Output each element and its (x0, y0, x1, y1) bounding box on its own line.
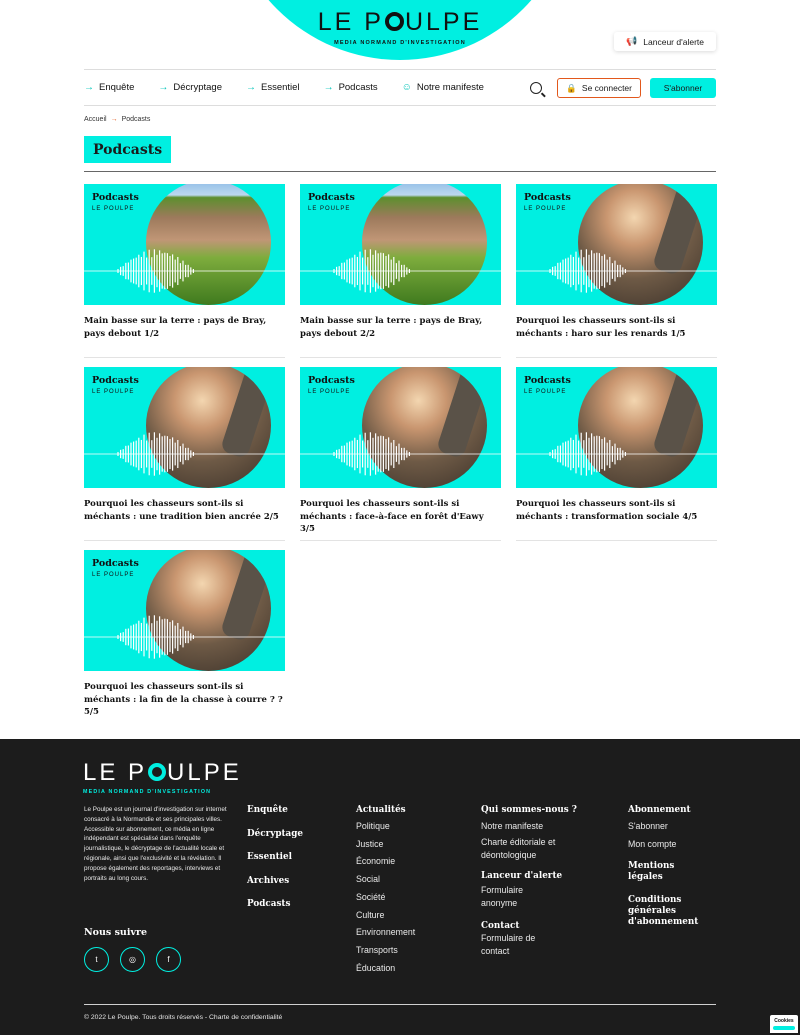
footer-link-terms[interactable]: Conditions générales d'abonnement (628, 895, 699, 928)
arrow-right-icon: → (323, 82, 334, 93)
footer-link[interactable]: Formulaire anonyme (481, 884, 524, 909)
login-button[interactable]: 🔒 Se connecter (557, 78, 641, 98)
thumbnail-logo: LE POULPE (524, 389, 567, 395)
footer-link[interactable]: Formulaire de contact (481, 932, 536, 957)
card-divider (300, 357, 501, 358)
footer-heading-subscription[interactable]: Abonnement (628, 805, 691, 815)
footer-link[interactable]: Éducation (356, 962, 396, 973)
cookies-button[interactable]: Cookies (770, 1015, 798, 1033)
footer-link[interactable]: Notre manifeste (481, 821, 544, 831)
podcast-title[interactable]: Main basse sur la terre : pays de Bray, pays debout 2/2 (300, 316, 483, 339)
people-icon: ☺ (401, 82, 412, 93)
footer-link[interactable]: Économie (356, 856, 396, 867)
thumbnail-logo: LE POULPE (92, 572, 135, 578)
footer-col-about (481, 805, 596, 959)
podcast-title[interactable]: Main basse sur la terre : pays de Bray, pays debout 1/2 (84, 316, 267, 339)
breadcrumb-current: Podcasts (121, 116, 151, 123)
logo-wordmark: LE P ULPE (317, 8, 483, 36)
footer-link[interactable]: Charte éditoriale et déontologique (481, 836, 556, 861)
thumbnail-logo: LE POULPE (308, 389, 351, 395)
podcast-thumbnail[interactable] (516, 367, 717, 488)
soundwave-icon (516, 246, 717, 296)
podcast-card[interactable] (516, 367, 717, 523)
footer-link[interactable]: S'abonner (628, 821, 668, 831)
podcast-title[interactable]: Pourquoi les chasseurs sont-ils si méchants : face-à-face en forêt d'Eawy 3/5 (300, 499, 484, 534)
footer-heading-contact[interactable]: Contact (481, 920, 520, 931)
breadcrumb (84, 116, 150, 123)
footer-heading-actualites[interactable]: Actualités (356, 805, 406, 815)
podcast-thumbnail[interactable] (84, 550, 285, 671)
card-divider (84, 540, 285, 541)
podcast-card[interactable] (300, 184, 501, 340)
footer-link[interactable]: Justice (356, 838, 384, 849)
podcast-card[interactable] (516, 184, 717, 340)
main-navigation (84, 69, 716, 106)
nav-item-decryptage[interactable]: → Décryptage (158, 82, 222, 93)
podcast-title[interactable]: Pourquoi les chasseurs sont-ils si méchants : transformation sociale 4/5 (516, 499, 698, 522)
title-divider (84, 171, 716, 172)
thumbnail-tag: Podcasts (524, 375, 571, 386)
footer-link[interactable]: Société (356, 891, 386, 902)
footer-link-decryptage[interactable]: Décryptage (247, 828, 303, 839)
site-logo[interactable] (290, 8, 510, 46)
footer-copyright: © 2022 Le Poulpe. Tous droits réservés - Charte de confidentialité (84, 1014, 283, 1021)
card-divider (516, 357, 717, 358)
arrow-right-icon: → (84, 82, 94, 93)
footer-logo[interactable] (83, 759, 242, 795)
subscribe-button[interactable]: S'abonner (650, 78, 716, 98)
thumbnail-logo: LE POULPE (92, 389, 135, 395)
twitter-icon[interactable]: t (84, 947, 109, 972)
footer-col-subscription (628, 805, 708, 928)
arrow-right-icon: → (246, 82, 256, 93)
podcast-card[interactable] (300, 367, 501, 536)
logo-tagline: MEDIA NORMAND D'INVESTIGATION (334, 40, 466, 46)
thumbnail-tag: Podcasts (524, 192, 571, 203)
footer-link-archives[interactable]: Archives (247, 875, 290, 886)
facebook-icon[interactable]: f (156, 947, 181, 972)
card-divider (516, 540, 717, 541)
thumbnail-tag: Podcasts (92, 192, 139, 203)
podcast-thumbnail[interactable] (516, 184, 717, 305)
social-links (84, 947, 181, 972)
thumbnail-tag: Podcasts (308, 375, 355, 386)
soundwave-icon (300, 429, 501, 479)
footer-heading-about[interactable]: Qui sommes-nous ? (481, 805, 577, 815)
follow-heading: Nous suivre (84, 927, 148, 938)
card-divider (300, 540, 501, 541)
footer-about-text: Le Poulpe est un journal d'investigation sur internet consacré à la Normandie et ses principales villes. Accessible sur abonnement, ce média en ligne indépendant est spécialisé dans l'enquête journalistique, le décryptage de l'actualité locale et régionale, ainsi que l'exclusivité et la révélation. Il propose également des reportages, interviews et portraits au long cours. (84, 806, 227, 882)
thumbnail-logo: LE POULPE (308, 206, 351, 212)
megaphone-icon: 📢 (626, 36, 638, 46)
footer-link[interactable]: Politique (356, 821, 390, 831)
footer-col-news (356, 805, 415, 977)
arrow-right-icon: → (110, 116, 118, 123)
page-title: Podcasts (84, 136, 171, 163)
search-icon[interactable] (530, 82, 542, 94)
whistleblower-label: Lanceur d'alerte (643, 36, 704, 47)
logo-o-ring (148, 763, 166, 781)
podcast-card[interactable] (84, 367, 285, 523)
site-footer (0, 739, 800, 1035)
podcast-card[interactable] (84, 184, 285, 340)
podcast-title[interactable]: Pourquoi les chasseurs sont-ils si méchants : une tradition bien ancrée 2/5 (84, 499, 279, 522)
footer-heading-whistleblower[interactable]: Lanceur d'alerte (481, 870, 563, 881)
thumbnail-tag: Podcasts (92, 558, 139, 569)
lock-icon: 🔒 (566, 82, 577, 93)
nav-item-essentiel[interactable]: → Essentiel (246, 82, 300, 93)
nav-item-enquete[interactable]: → Enquête (84, 82, 135, 93)
footer-logo-wordmark: LE P ULPE (83, 759, 242, 786)
footer-link-podcasts[interactable]: Podcasts (247, 899, 291, 909)
footer-link[interactable]: Culture (356, 909, 385, 920)
footer-col-sections (247, 805, 303, 910)
soundwave-icon (84, 246, 285, 296)
thumbnail-tag: Podcasts (92, 375, 139, 386)
podcast-thumbnail[interactable] (84, 184, 285, 305)
footer-link[interactable]: Environnement (356, 927, 416, 938)
footer-link[interactable]: Transports (356, 944, 398, 955)
thumbnail-logo: LE POULPE (524, 206, 567, 212)
soundwave-icon (84, 429, 285, 479)
breadcrumb-home[interactable]: Accueil (84, 116, 107, 123)
soundwave-icon (516, 429, 717, 479)
soundwave-icon (300, 246, 501, 296)
podcast-title[interactable]: Pourquoi les chasseurs sont-ils si méchants : la fin de la chasse à courre ? ? 5/5 (84, 682, 283, 717)
podcast-thumbnail[interactable] (84, 367, 285, 488)
footer-link-enquete[interactable]: Enquête (247, 805, 288, 815)
thumbnail-tag: Podcasts (308, 192, 355, 203)
podcast-title[interactable]: Pourquoi les chasseurs sont-ils si méchants : haro sur les renards 1/5 (516, 316, 686, 339)
podcast-thumbnail[interactable] (300, 184, 501, 305)
footer-divider (84, 1004, 716, 1005)
footer-link[interactable]: Social (356, 874, 380, 885)
podcast-thumbnail[interactable] (300, 367, 501, 488)
footer-link[interactable]: Mon compte (628, 838, 677, 849)
footer-logo-tagline: MEDIA NORMAND D'INVESTIGATION (83, 789, 212, 795)
soundwave-icon (84, 612, 285, 662)
podcast-card[interactable] (84, 550, 285, 719)
thumbnail-logo: LE POULPE (92, 206, 135, 212)
footer-link-essentiel[interactable]: Essentiel (247, 852, 292, 862)
card-divider (84, 357, 285, 358)
logo-o-ring (385, 12, 404, 31)
footer-link-legal[interactable]: Mentions légales (628, 861, 675, 883)
nav-item-podcasts[interactable]: → Podcasts (323, 82, 378, 93)
instagram-icon[interactable]: ◎ (120, 947, 145, 972)
whistleblower-button[interactable] (614, 32, 716, 51)
arrow-right-icon: → (158, 82, 169, 93)
nav-item-manifeste[interactable]: ☺ Notre manifeste (401, 82, 484, 93)
nav-actions (530, 78, 716, 98)
